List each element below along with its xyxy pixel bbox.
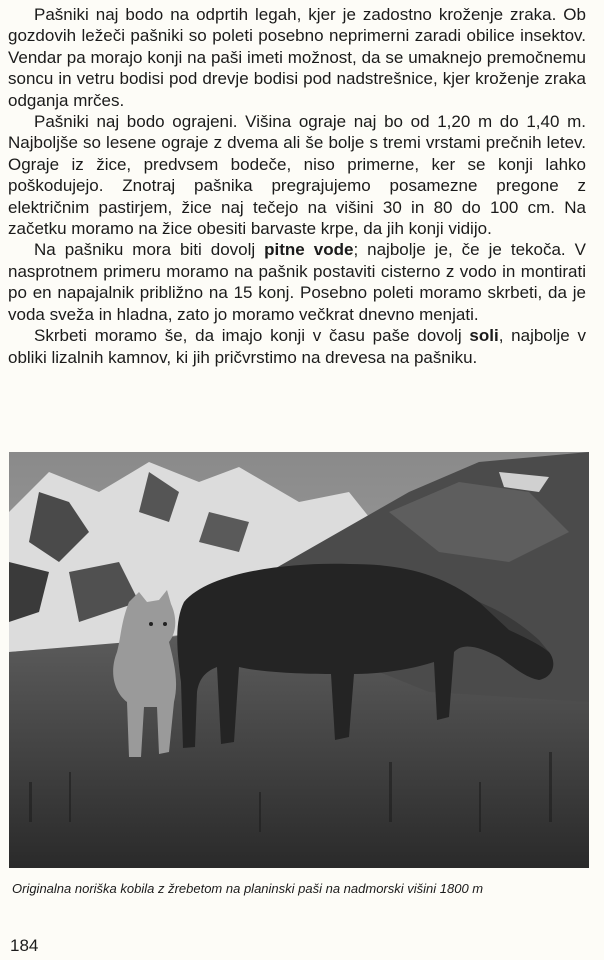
bold-term-drinking-water: pitne vode bbox=[264, 240, 354, 260]
bold-term-salt: soli bbox=[469, 326, 499, 346]
text-segment: Pašniki naj bodo na odprtih legah, kjer je zadostno kroženje zraka. Ob gozdovih ležeči pašniki so poleti posebno neprimerni zaradi obilice insektov. Vendar pa morajo konji na paši imeti možnost, da se umaknejo premočnemu soncu in vetru bodisi pod drevje bodisi pod nadstrešnice, kjer kroženje zraka odganja mrčes. bbox=[8, 5, 586, 110]
text-segment: Pašniki naj bodo ograjeni. Višina ograje naj bo od 1,20 m do 1,40 m. Najboljše so lesene ograje z dvema ali še bolje s tremi vrstami prečnih letev. Ograje iz žice, predvsem bodeče, niso primerne, ker se konji lahko poškodujejo. Znotraj pašnika pregrajujemo posamezne pregone z električnim pastirjem, žice naj tečejo na višini 30 in 80 do 100 cm. Na začetku moramo na žice obesiti barvaste krpe, da jih konji vidijo. bbox=[8, 112, 586, 239]
text-segment: Na pašniku mora biti dovolj bbox=[34, 240, 265, 260]
page-number: 184 bbox=[10, 936, 39, 955]
body-text bbox=[8, 4, 586, 368]
paragraph-fencing bbox=[8, 111, 586, 239]
paragraph-drinking-water bbox=[8, 239, 586, 325]
paragraph-salt bbox=[8, 325, 586, 368]
paragraph-pasture-location bbox=[8, 4, 586, 111]
text-segment: ; najbolje je, če je tekoča. V nasprotnem primeru moramo na pašnik postaviti cisterno z vodo in montirati po en napajalnik približno na 15 konj. Posebno poleti moramo skrbeti, da je voda sveža in hladna, zato jo moramo večkrat dnevno menjati. bbox=[8, 240, 586, 324]
text-segment: , najbolje v obliki lizalnih kamnov, ki jih pričvrstimo na drevesa na pašniku. bbox=[8, 326, 586, 367]
photo-horses-alpine-pasture bbox=[9, 452, 589, 868]
text-segment: Skrbeti moramo še, da imajo konji v času paše dovolj bbox=[34, 326, 470, 346]
photo-caption: Originalna noriška kobila z žrebetom na planinski paši na nadmorski višini 1800 m bbox=[12, 881, 484, 896]
